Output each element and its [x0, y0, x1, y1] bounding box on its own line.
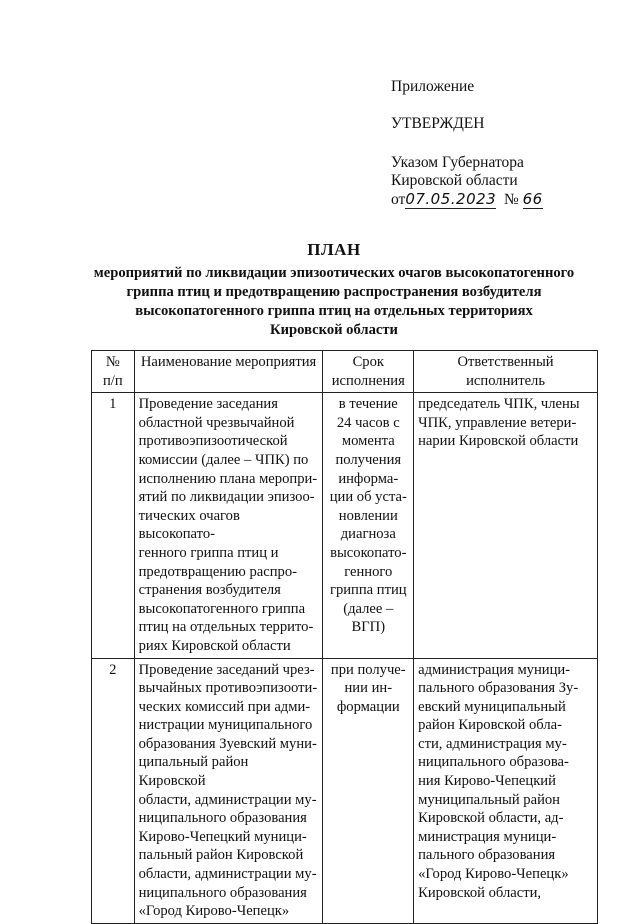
cell-line: ниципального образова-: [418, 754, 569, 771]
cell-line: «Город Кирово-Чепецк»: [138, 903, 290, 920]
cell-line: образования Зуевский муни-: [138, 735, 317, 752]
cell-line: формации: [336, 698, 400, 715]
table-row: [92, 658, 598, 923]
cell-line: ниципального образования: [138, 884, 307, 901]
cell-line: ния Кирово-Чепецкий: [418, 773, 556, 790]
cell-line: Кировской области,: [418, 884, 542, 901]
header-text: Срок: [352, 354, 384, 370]
cell-line: председатель ЧПК, члены: [418, 396, 580, 413]
approved-label: УТВЕРЖДЕН: [391, 115, 485, 132]
cell-line: получения: [335, 451, 402, 468]
cell-line: областной чрезвычайной: [138, 414, 295, 431]
cell-line: Кировской области, ад-: [418, 810, 564, 827]
cell-line: предотвращению распро-: [138, 563, 297, 580]
cell-num: 2: [92, 658, 135, 923]
cell-line: генного: [344, 563, 393, 580]
cell-line: нарии Кировской области: [418, 433, 579, 450]
cell-line: район Кировской обла-: [418, 717, 562, 734]
cell-line: высокопатогенного гриппа: [138, 600, 306, 617]
cell-line: 24 часов с: [336, 414, 400, 431]
decree-date: 07.05.2023: [405, 190, 497, 208]
cell-line: исполнению плана меропри-: [138, 470, 318, 487]
cell-line: информа-: [338, 470, 399, 487]
header-num: [92, 351, 135, 393]
table-body: [92, 393, 598, 924]
cell-line: евский муниципальный: [418, 698, 566, 715]
date-prefix: от: [391, 191, 406, 208]
cell-line: администрация муници-: [418, 661, 571, 678]
appendix-label: Приложение: [391, 78, 475, 95]
cell-responsible: [414, 658, 598, 923]
cell-line: диагноза: [340, 526, 396, 543]
cell-line: птиц на отдельных террито-: [138, 619, 314, 636]
cell-line: противоэпизоотической: [138, 433, 288, 450]
cell-line: странения возбудителя: [138, 582, 281, 599]
header-text: п/п: [102, 372, 123, 389]
cell-line: Проведение заседания: [138, 396, 278, 413]
cell-line: ЧПК, управление ветери-: [418, 414, 577, 431]
cell-name: [134, 393, 323, 658]
cell-line: (далее –: [343, 600, 394, 617]
cell-line: области, администрации му-: [138, 866, 317, 883]
title-sub-line: мероприятий по ликвидации эпизоотических очагов высокопатогенного: [93, 265, 575, 281]
cell-term: [323, 658, 414, 923]
cell-line: ции об уста-: [329, 489, 407, 506]
header-text: Ответственный: [457, 354, 554, 370]
header-text: №: [105, 354, 120, 370]
cell-name: [134, 658, 323, 923]
cell-line: комиссии (далее – ЧПК) по: [138, 451, 309, 468]
document-title: [70, 240, 598, 340]
cell-line: гриппа птиц: [329, 582, 407, 599]
cell-line: ципальный район Кировской: [138, 754, 249, 790]
cell-line: в течение: [338, 396, 398, 413]
cell-line: момента: [341, 433, 395, 450]
plan-table: [91, 350, 598, 924]
cell-line: нистрации муниципального: [138, 717, 313, 734]
cell-line: ятий по ликвидации эпизоо-: [138, 489, 315, 506]
cell-line: пального образования: [418, 847, 556, 864]
cell-line: при получе-: [330, 661, 406, 678]
title-main: ПЛАН: [307, 240, 361, 259]
table-header-row: [92, 351, 598, 393]
title-subtitle: [70, 264, 598, 340]
header-text: Наименование мероприятия: [140, 354, 317, 370]
number-prefix: №: [503, 191, 519, 208]
cell-num: 1: [92, 393, 135, 658]
cell-responsible: [414, 393, 598, 658]
cell-line: новлении: [338, 507, 398, 524]
table-row: [92, 393, 598, 658]
cell-line: области, администрации му-: [138, 791, 317, 808]
cell-line: сти, администрация му-: [418, 735, 567, 752]
header-responsible: [414, 351, 598, 393]
header-term: [323, 351, 414, 393]
header-name: [134, 351, 323, 393]
cell-line: Кирово-Чепецкий муници-: [138, 828, 307, 845]
title-sub-line: гриппа птиц и предотвращению распространения возбудителя: [126, 284, 542, 300]
cell-line: Проведение заседаний чрез-: [138, 661, 315, 678]
cell-line: ВГП): [351, 619, 386, 636]
cell-line: высокопато-: [330, 544, 407, 561]
cell-line: пальный район Кировской: [138, 847, 304, 864]
cell-line: риях Кировской области: [138, 637, 291, 654]
decree-number: 66: [522, 190, 543, 208]
cell-line: ниципального образования: [138, 810, 307, 827]
decree-line-1: Указом Губернатора: [391, 154, 524, 171]
cell-line: министрация муници-: [418, 828, 557, 845]
title-sub-line: Кировской области: [270, 322, 398, 338]
header-text: исполнения: [331, 372, 405, 389]
cell-line: ческих комиссий при адми-: [138, 698, 311, 715]
header-text: исполнитель: [466, 372, 545, 389]
cell-line: тических очагов высокопато-: [138, 507, 240, 543]
cell-line: генного гриппа птиц и: [138, 544, 279, 561]
decree-date-line: [391, 190, 543, 209]
cell-line: вычайных противоэпизооти-: [138, 680, 318, 697]
cell-line: муниципальный район: [418, 791, 560, 808]
decree-line-2: Кировской области: [391, 172, 518, 189]
approval-block: [391, 78, 543, 209]
cell-term: [323, 393, 414, 658]
cell-line: нии ин-: [344, 680, 393, 697]
cell-line: «Город Кирово-Чепецк»: [418, 866, 569, 883]
title-sub-line: высокопатогенного гриппа птиц на отдельных территориях: [135, 303, 533, 319]
cell-line: пального образования Зу-: [418, 680, 579, 697]
